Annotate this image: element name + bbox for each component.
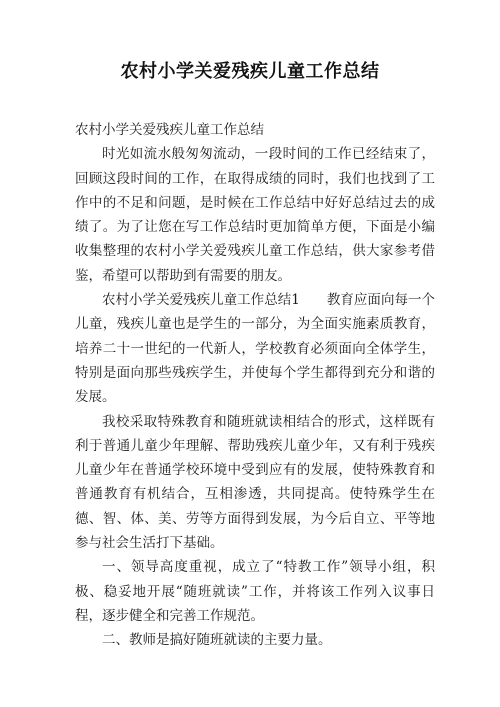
document-body xyxy=(75,118,435,653)
document-title: 农村小学关爱残疾儿童工作总结 xyxy=(120,61,380,82)
paragraph-point-1: 一、领导高度重视，成立了“特教工作”领导小组，积极、稳妥地开展“随班就读”工作，并将该工作列入议事日程，逐步健全和完善工作规范。 xyxy=(75,559,435,624)
paragraph-intro: 时光如流水般匆匆流动，一段时间的工作已经结束了，回顾这段时间的工作，在取得成绩的同时，我们也找到了工作中的不足和问题，是时候在工作总结中好好总结过去的成绩了。为了让您在写工作总结时更加简单方便，下面是小编收集整理的农村小学关爱残疾儿童工作总结，供大家参考借鉴，希望可以帮助到有需要的朋友。 xyxy=(75,146,435,284)
paragraph-summary-1: 农村小学关爱残疾儿童工作总结1 教育应面向每一个儿童，残疾儿童也是学生的一部分，为全面实施素质教育，培养二十一世纪的一代新人，学校教育必须面向全体学生，特别是面向那些残疾学生，并使每个学生都得到充分和谐的发展。 xyxy=(75,292,435,406)
document-subtitle: 农村小学关爱残疾儿童工作总结 xyxy=(75,122,264,138)
paragraph-approach: 我校采取特殊教育和随班就读相结合的形式，这样既有利于普通儿童少年理解、帮助残疾儿童少年，又有利于残疾儿童少年在普通学校环境中受到应有的发展，使特殊教育和普通教育有机结合，互相渗透，共同提高。使特殊学生在德、智、体、美、劳等方面得到发展，为今后自立、平等地参与社会生活打下基础。 xyxy=(75,413,435,552)
paragraph-point-2: 二、教师是搞好随班就读的主要力量。 xyxy=(102,632,332,649)
